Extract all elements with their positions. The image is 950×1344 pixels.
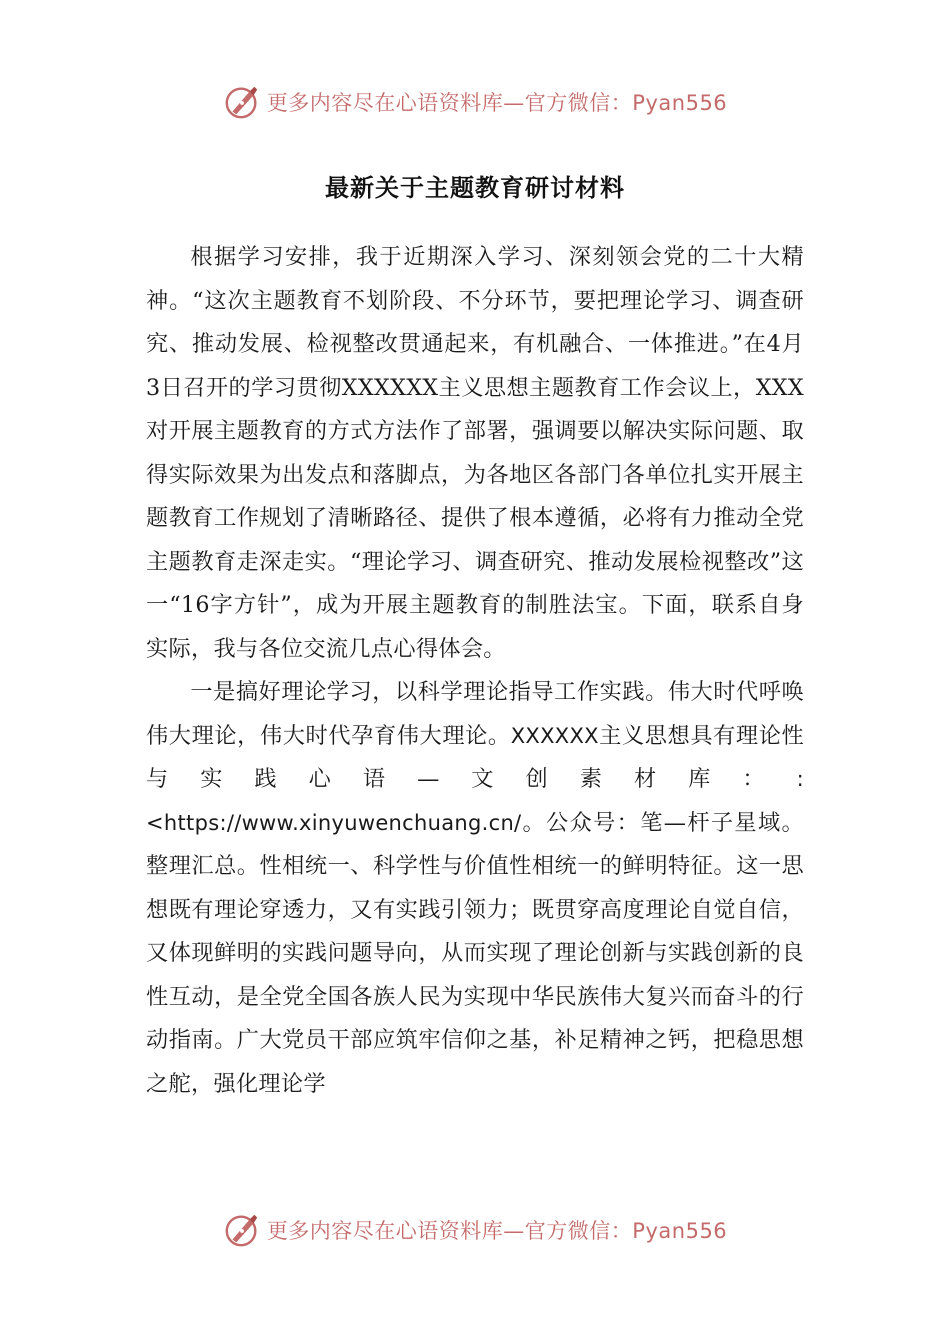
pen-nib-logo-icon [223, 83, 261, 121]
header-banner-text: 更多内容尽在心语资料库—官方微信：Pyan556 [266, 91, 728, 115]
watermark-source-text: 主义思想具有理论性与实践心语—文创素材库： [146, 722, 804, 792]
document-title: 最新关于主题教育研讨材料 [325, 174, 625, 202]
placeholder-name: XXXXXX [510, 723, 599, 748]
website-link[interactable]: :<https://www.xinyuwenchuang.cn/ [146, 767, 804, 835]
footer-banner [0, 1208, 950, 1252]
paragraph-tail-text: 。公众号：笔—杆子星域。整理汇总。性相统一、科学性与价值性相统一的鲜明特征。这一思想既有理论穿透力，又有实践引领力；既贯穿高度理论自觉自信，又体现鲜明的实践问题导向，从而实现了理论创新与实践创新的良性互动，是全党全国各族人民为实现中华民族伟大复兴而奋斗的行动指南。广大党员干部应筑牢信仰之基，补足精神之钙，把稳思想之舵，强化理论学 [146, 809, 804, 1097]
paragraph-lead-text: 一是搞好理论学习，以科学理论指导工作实践。伟大时代呼唤伟大理论，伟大时代孕育伟大理论。 [146, 679, 804, 749]
pen-nib-logo-icon [223, 1211, 261, 1249]
paragraph-intro: 根据学习安排，我于近期深入学习、深刻领会党的二十大精神。“这次主题教育不划阶段、不分环节，要把理论学习、调查研究、推动发展、检视整改贯通起来，有机融合、一体推进。”在4月3日召开的学习贯彻XXXXXX主义思想主题教育工作会议上，XXX对开展主题教育的方式方法作了部署，强调要以解决实际问题、取得实际效果为出发点和落脚点，为各地区各部门各单位扎实开展主题教育工作规划了清晰路径、提供了根本遵循，必将有力推动全党主题教育走深走实。“理论学习、调查研究、推动发展检视整改”这一“16字方针”，成为开展主题教育的制胜法宝。下面，联系自身实际，我与各位交流几点心得体会。 [146, 244, 804, 662]
document-body [146, 236, 804, 1106]
header-banner [0, 80, 950, 124]
paragraph-theory-study [146, 671, 804, 1106]
footer-banner-text: 更多内容尽在心语资料库—官方微信：Pyan556 [266, 1219, 728, 1243]
